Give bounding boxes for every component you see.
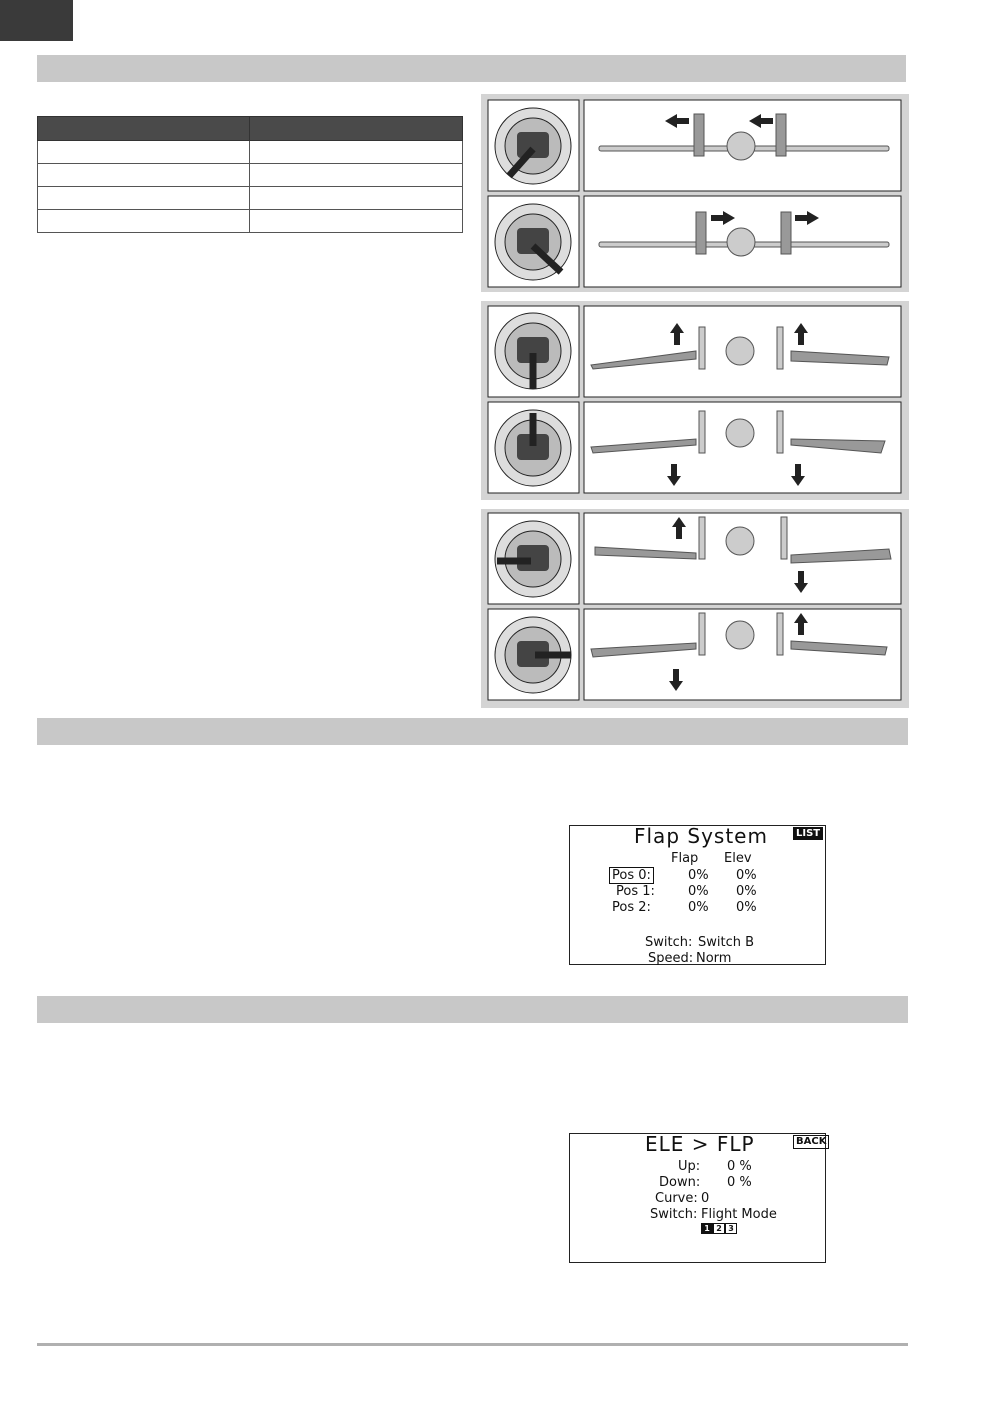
- stick-gimbal-icon: [495, 521, 571, 597]
- stick-gimbal-icon: [495, 617, 571, 693]
- pos-0-label[interactable]: Pos 0:: [609, 867, 654, 884]
- table-row: [38, 141, 463, 164]
- pos-2-flap-value[interactable]: 0%: [688, 900, 709, 915]
- speed-label: Speed:: [648, 951, 694, 966]
- column-header-elev: Elev: [724, 851, 752, 866]
- switch-label: Switch:: [645, 935, 693, 950]
- stick-gimbal-icon: [495, 410, 571, 486]
- rudder-figure-group: [481, 94, 909, 292]
- stick-gimbal-icon: [495, 313, 571, 389]
- flight-mode-3[interactable]: 3: [725, 1223, 737, 1234]
- spec-table: [37, 116, 463, 233]
- aileron-illustration: [481, 509, 909, 708]
- ele-flp-screen: [569, 1133, 826, 1263]
- stick-gimbal-icon: [495, 204, 571, 280]
- pos-0-flap-value[interactable]: 0%: [688, 868, 709, 883]
- pos-2-label: Pos 2:: [612, 900, 651, 915]
- page-tab-marker: [0, 0, 73, 41]
- elevator-figure-group: [481, 301, 909, 500]
- flight-mode-2[interactable]: 2: [713, 1223, 725, 1234]
- table-row: [38, 210, 463, 233]
- pos-2-elev-value[interactable]: 0%: [736, 900, 757, 915]
- flight-mode-1[interactable]: 1: [701, 1223, 713, 1234]
- footer-rule: [37, 1343, 908, 1346]
- down-label: Down:: [659, 1175, 701, 1190]
- section-header-bar-2: [37, 718, 908, 745]
- speed-value[interactable]: Norm: [696, 951, 732, 966]
- curve-value[interactable]: 0: [701, 1191, 710, 1206]
- table-row: [38, 187, 463, 210]
- flap-system-screen: [569, 825, 826, 965]
- column-header-flap: Flap: [671, 851, 699, 866]
- pos-1-label: Pos 1:: [616, 884, 655, 899]
- switch-value[interactable]: Flight Mode: [701, 1207, 777, 1222]
- screen-title: Flap System: [634, 824, 768, 848]
- table-header-row: [38, 117, 463, 141]
- up-label: Up:: [678, 1159, 701, 1174]
- pos-1-elev-value[interactable]: 0%: [736, 884, 757, 899]
- rudder-illustration: [481, 94, 909, 292]
- section-header-bar-1: [37, 55, 906, 82]
- section-header-bar-3: [37, 996, 908, 1023]
- pos-0-elev-value[interactable]: 0%: [736, 868, 757, 883]
- switch-value[interactable]: Switch B: [698, 935, 755, 950]
- pos-1-flap-value[interactable]: 0%: [688, 884, 709, 899]
- switch-label: Switch:: [650, 1207, 698, 1222]
- up-value[interactable]: 0 %: [727, 1159, 752, 1174]
- down-value[interactable]: 0 %: [727, 1175, 752, 1190]
- curve-label: Curve:: [655, 1191, 698, 1206]
- back-button[interactable]: BACK: [793, 1135, 829, 1149]
- table-row: [38, 164, 463, 187]
- screen-title: ELE > FLP: [645, 1132, 755, 1156]
- stick-gimbal-icon: [495, 108, 571, 184]
- flight-mode-selector: [701, 1223, 737, 1234]
- elevator-illustration: [481, 301, 909, 500]
- aileron-figure-group: [481, 509, 909, 708]
- list-button[interactable]: LIST: [793, 827, 823, 840]
